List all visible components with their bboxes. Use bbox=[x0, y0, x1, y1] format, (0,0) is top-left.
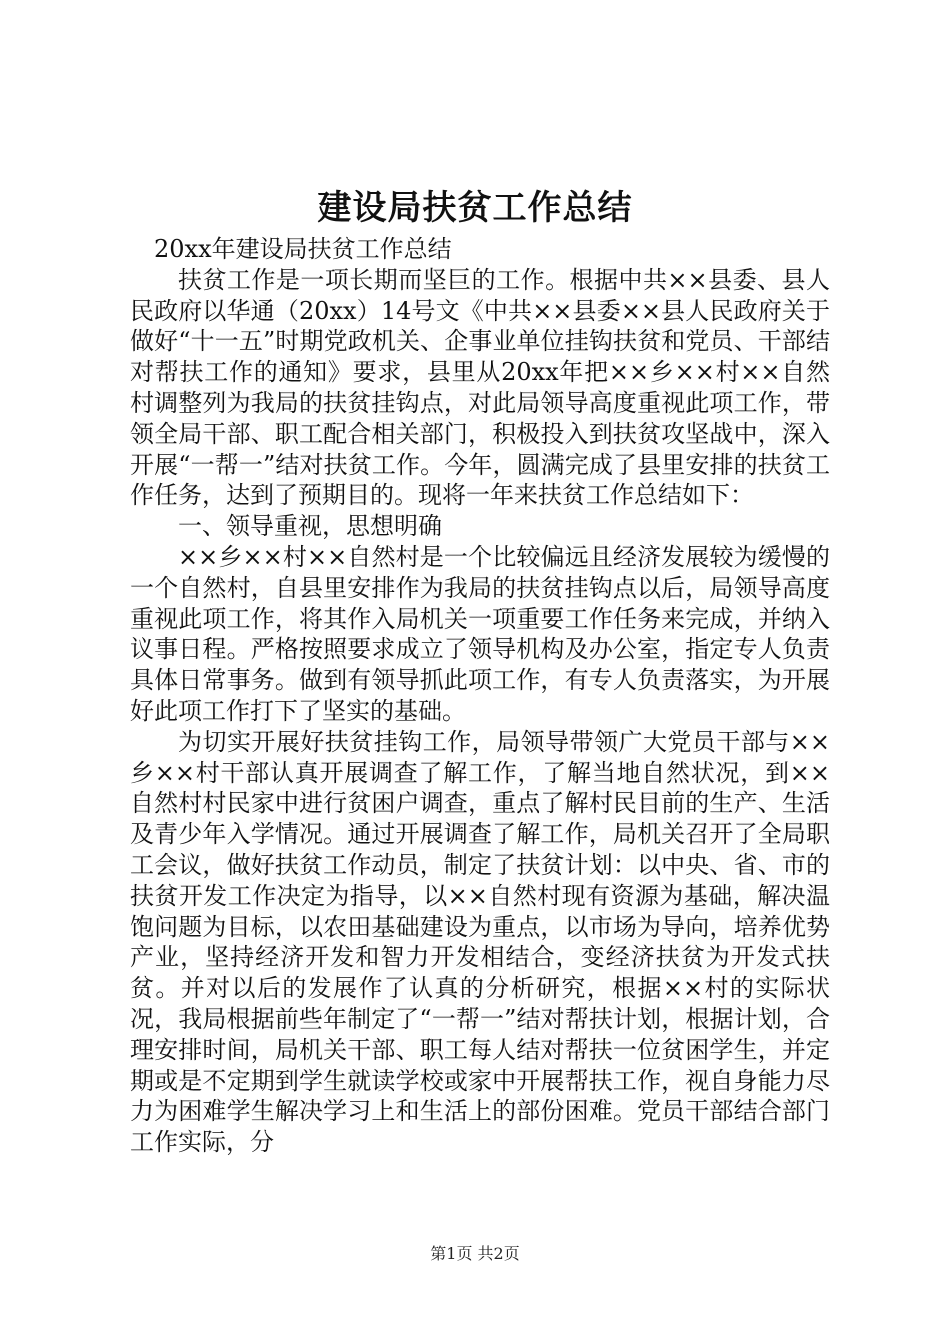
paragraph-investigation: 为切实开展好扶贫挂钩工作，局领导带领广大党员干部与××乡××村干部认真开展调查了解工作，了解当地自然状况，到××自然村村民家中进行贫困户调查，重点了解村民目前的生产、生活及青少年入学情况。通过开展调查了解工作，局机关召开了全局职工会议，做好扶贫工作动员，制定了扶贫计划：以中央、省、市的扶贫开发工作决定为指导，以××自然村现有资源为基础，解决温饱问题为目标，以农田基础建设为重点，以市场为导向，培养优势产业，坚持经济开发和智力开发相结合，变经济扶贫为开发式扶贫。并对以后的发展作了认真的分析研究，根据××村的实际状况，我局根据前些年制定了“一帮一”结对帮扶计划，根据计划，合理安排时间，局机关干部、职工每人结对帮扶一位贫困学生，并定期或是不定期到学生就读学校或家中开展帮扶工作，视自身能力尽力为困难学生解决学习上和生活上的部份困难。党员干部结合部门工作实际，分 bbox=[130, 727, 830, 1157]
document-subtitle: 20xx年建设局扶贫工作总结 bbox=[154, 235, 452, 263]
section-heading-1: 一、领导重视，思想明确 bbox=[178, 512, 442, 541]
document-title: 建设局扶贫工作总结 bbox=[317, 188, 633, 228]
page-footer: 第1页 共2页 bbox=[430, 1244, 520, 1263]
document-body bbox=[130, 234, 830, 1158]
paragraph-section-1: ××乡××村××自然村是一个比较偏远且经济发展较为缓慢的一个自然村，自县里安排作为我局的扶贫挂钩点以后，局领导高度重视此项工作，将其作入局机关一项重要工作任务来完成，并纳入议事日程。严格按照要求成立了领导机构及办公室，指定专人负责具体日常事务。做到有领导抓此项工作，有专人负责落实，为开展好此项工作打下了坚实的基础。 bbox=[130, 542, 830, 725]
paragraph-intro: 扶贫工作是一项长期而坚巨的工作。根据中共××县委、县人民政府以华通（20xx）14号文《中共××县委××县人民政府关于做好“十一五”时期党政机关、企事业单位挂钩扶贫和党员、干部结对帮扶工作的通知》要求，县里从20xx年把××乡××村××自然村调整列为我局的扶贫挂钩点，对此局领导高度重视此项工作，带领全局干部、职工配合相关部门，积极投入到扶贫攻坚战中，深入开展“一帮一”结对扶贫工作。今年，圆满完成了县里安排的扶贫工作任务，达到了预期目的。现将一年来扶贫工作总结如下： bbox=[130, 265, 830, 510]
